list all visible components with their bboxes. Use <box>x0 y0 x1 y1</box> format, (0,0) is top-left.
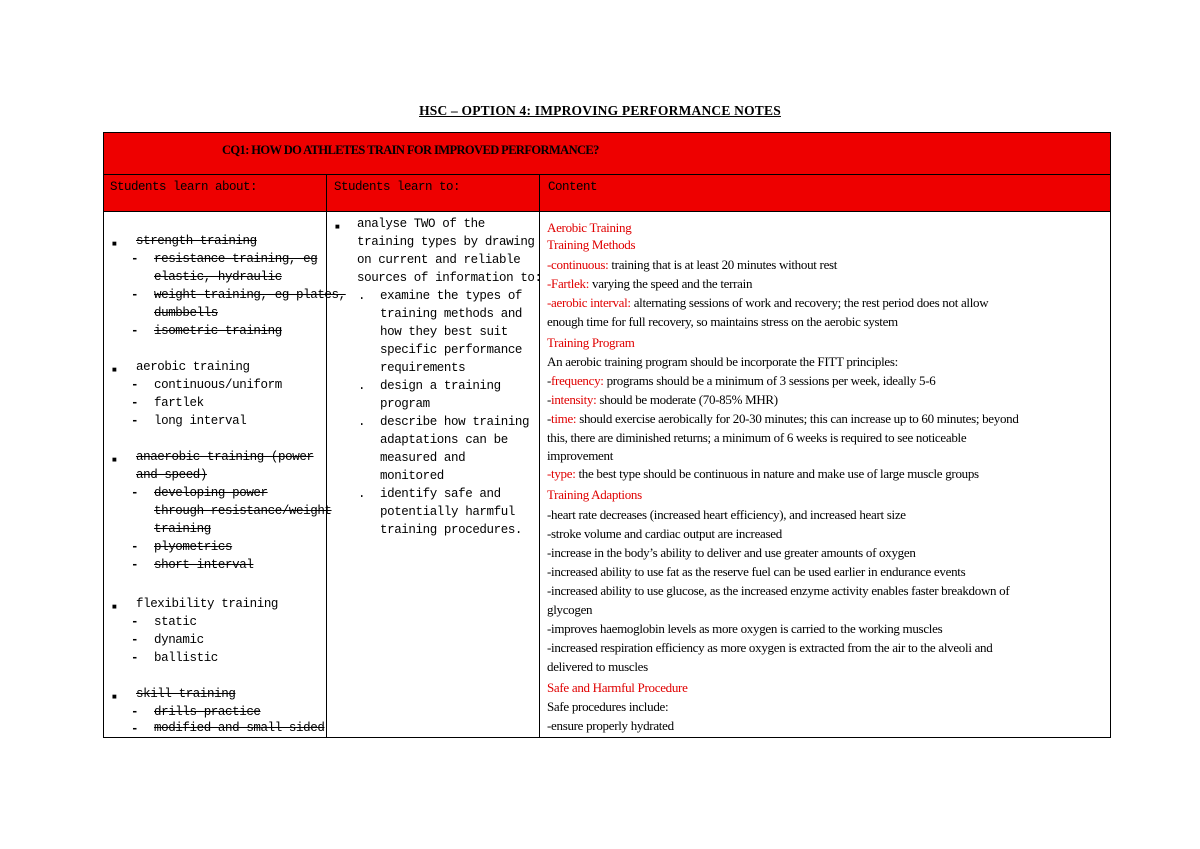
header-learn-to: Students learn to: <box>334 180 461 194</box>
learn-to-main-3: on current and reliable <box>357 253 521 267</box>
heading-safe-harmful: Safe and Harmful Procedure <box>547 680 688 695</box>
topic-strength: strength training <box>136 234 257 248</box>
bullet-icon: ■ <box>112 240 117 249</box>
learn-to-describe-3: measured and <box>380 451 466 465</box>
subtopic-power-cont: through resistance/weight <box>154 504 332 518</box>
adaption-4: -increased ability to use fat as the reserve fuel can be used earlier in endurance events <box>547 564 966 579</box>
method-continuous: -continuous: training that is at least 20 minutes without rest <box>547 257 838 272</box>
subtopic-weight: weight training, eg plates, <box>154 288 346 302</box>
adaption-7-cont: delivered to muscles <box>547 659 648 674</box>
learn-to-describe-4: monitored <box>380 469 444 483</box>
learn-to-main-1: analyse TWO of the <box>357 217 485 231</box>
topic-skill: skill training <box>136 687 236 701</box>
subtopic-power: developing power <box>154 486 268 500</box>
document-title: HSC – OPTION 4: IMPROVING PERFORMANCE NOTES <box>419 103 781 118</box>
dash-icon: - <box>131 396 139 410</box>
dash-icon: - <box>131 722 139 736</box>
method-aerobic-interval: -aerobic interval: alternating sessions of work and recovery; the rest period does not allow <box>547 295 989 310</box>
learn-to-examine-2: training methods and <box>380 307 523 321</box>
subtopic-short-interval: short interval <box>154 558 254 572</box>
learn-to-main-2: training types by drawing <box>357 235 535 249</box>
subtopic-ballistic: ballistic <box>154 651 218 665</box>
program-type: -type: the best type should be continuous in nature and make use of large muscle groups <box>547 466 979 481</box>
method-fartlek: -Fartlek: varying the speed and the terrain <box>547 276 753 291</box>
dash-icon: - <box>131 324 139 338</box>
learn-to-examine-3: how they best suit <box>380 325 508 339</box>
dash-icon: - <box>131 651 139 665</box>
learn-to-column <box>327 213 542 737</box>
topic-anaerobic: anaerobic training (power <box>136 450 314 464</box>
learn-to-examine-5: requirements <box>380 361 466 375</box>
cq-header-row <box>104 133 1110 175</box>
program-intro: An aerobic training program should be incorporate the FITT principles: <box>547 354 898 369</box>
adaption-3: -increase in the body’s ability to deliver and use greater amounts of oxygen <box>547 545 916 560</box>
adaption-6: -improves haemoglobin levels as more oxygen is carried to the working muscles <box>547 621 943 636</box>
safe-hydrated: -ensure properly hydrated <box>547 718 674 733</box>
learn-to-describe: describe how training <box>380 415 530 429</box>
subtopic-resistance: resistance training, eg <box>154 252 318 266</box>
program-intensity: -intensity: should be moderate (70-85% MHR) <box>547 392 778 407</box>
learn-to-identify: identify safe and <box>380 487 501 501</box>
adaption-7: -increased respiration efficiency as more oxygen is extracted from the air to the alveoli and <box>547 640 993 655</box>
topic-flexibility: flexibility training <box>136 597 279 611</box>
subtopic-dynamic: dynamic <box>154 633 204 647</box>
method-aerobic-interval-cont: enough time for full recovery, so maintains stress on the aerobic system <box>547 314 898 329</box>
header-learn-about: Students learn about: <box>110 180 258 194</box>
learn-to-main-4: sources of information to: <box>357 271 542 285</box>
dash-icon: - <box>131 540 139 554</box>
heading-aerobic-training: Aerobic Training <box>547 220 632 235</box>
program-time-cont2: improvement <box>547 448 614 463</box>
sub-dot-icon: . <box>358 415 366 429</box>
adaption-2: -stroke volume and cardiac output are increased <box>547 526 782 541</box>
dash-icon: - <box>131 633 139 647</box>
learn-to-examine: examine the types of <box>380 289 523 303</box>
learn-to-identify-2: potentially harmful <box>380 505 515 519</box>
program-time-cont: this, there are diminished returns; a minimum of 6 weeks is required to see noticeable <box>547 430 967 445</box>
dash-icon: - <box>131 615 139 629</box>
subtopic-isometric: isometric training <box>154 324 282 338</box>
subtopic-static: static <box>154 615 197 629</box>
topic-aerobic: aerobic training <box>136 360 250 374</box>
bullet-icon: ■ <box>112 603 117 612</box>
safe-intro: Safe procedures include: <box>547 699 669 714</box>
learn-to-describe-2: adaptations can be <box>380 433 508 447</box>
subtopic-plyometrics: plyometrics <box>154 540 233 554</box>
dash-icon: - <box>131 486 139 500</box>
heading-training-adaptions: Training Adaptions <box>547 487 642 502</box>
cq-title: CQ1: HOW DO ATHLETES TRAIN FOR IMPROVED PERFORMANCE? <box>222 143 599 157</box>
subtopic-fartlek: fartlek <box>154 396 204 410</box>
learn-to-identify-3: training procedures. <box>380 523 523 537</box>
subtopic-long-interval: long interval <box>154 414 247 428</box>
column-divider-2 <box>539 175 540 737</box>
notes-table <box>103 132 1111 738</box>
subtopic-drills: drills practice <box>154 705 261 719</box>
bullet-icon: ■ <box>112 456 117 465</box>
sub-dot-icon: . <box>358 289 366 303</box>
dash-icon: - <box>131 705 139 719</box>
heading-training-methods: Training Methods <box>547 237 636 252</box>
dash-icon: - <box>131 252 139 266</box>
bullet-icon: ■ <box>112 366 117 375</box>
dash-icon: - <box>131 378 139 392</box>
heading-training-program: Training Program <box>547 335 635 350</box>
dash-icon: - <box>131 558 139 572</box>
dash-icon: - <box>131 288 139 302</box>
adaption-1: -heart rate decreases (increased heart efficiency), and increased heart size <box>547 507 906 522</box>
program-time: -time: should exercise aerobically for 20-30 minutes; this can increase up to 60 minutes; beyond <box>547 411 1019 426</box>
subtopic-modified: modified and small-sided <box>154 721 325 735</box>
sub-dot-icon: . <box>358 379 366 393</box>
adaption-5: -increased ability to use glucose, as the increased enzyme activity enables faster breakdown of <box>547 583 1010 598</box>
sub-dot-icon: . <box>358 487 366 501</box>
subtopic-weight-cont: dumbbells <box>154 306 218 320</box>
header-content: Content <box>548 180 598 194</box>
subtopic-resistance-cont: elastic, hydraulic <box>154 270 282 284</box>
bullet-icon: ■ <box>112 693 117 702</box>
bullet-icon: ■ <box>335 223 340 232</box>
learn-to-design-2: program <box>380 397 430 411</box>
subtopic-power-cont2: training <box>154 522 211 536</box>
subtopic-continuous: continuous/uniform <box>154 378 282 392</box>
adaption-5-cont: glycogen <box>547 602 593 617</box>
learn-about-column <box>104 213 346 737</box>
learn-to-examine-4: specific performance <box>380 343 523 357</box>
topic-anaerobic-cont: and speed) <box>136 468 208 482</box>
program-frequency: -frequency: programs should be a minimum of 3 sessions per week, ideally 5-6 <box>547 373 936 388</box>
learn-to-design: design a training <box>380 379 501 393</box>
column-header-row <box>104 175 1110 212</box>
dash-icon: - <box>131 414 139 428</box>
